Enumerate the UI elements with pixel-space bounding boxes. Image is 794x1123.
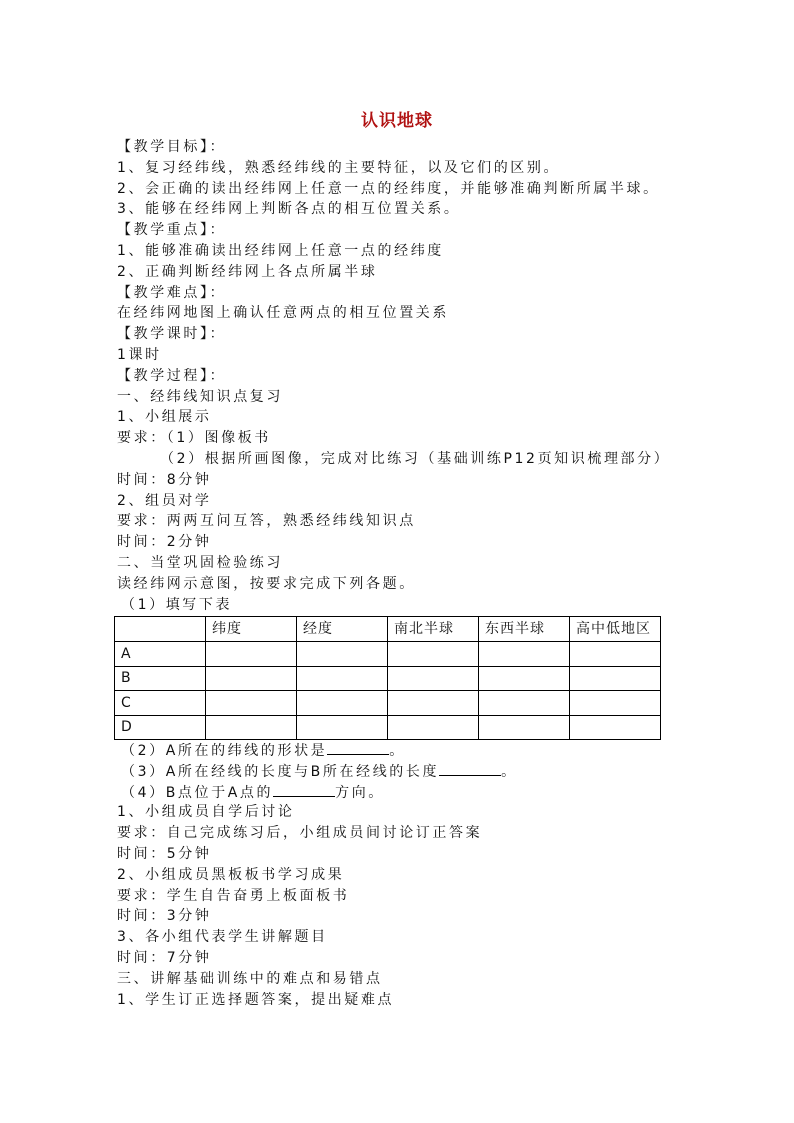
heading-key-points: 【教学重点】： xyxy=(117,222,227,239)
heading-objectives: 【教学目标】： xyxy=(117,139,227,155)
question-3 xyxy=(117,761,518,782)
question-text: （4）B点位于A点的 xyxy=(121,784,274,801)
answer-blank xyxy=(273,782,335,797)
text-line: 1、复习经纬线，熟悉经纬线的主要特征，以及它们的区别。 xyxy=(117,159,561,176)
text-line: 读经纬网示意图，按要求完成下列各题。 xyxy=(117,575,416,592)
heading-class-hours: 【教学课时】： xyxy=(117,326,227,343)
question-text: （2）A所在的纬线的形状是 xyxy=(121,743,328,759)
row-label: B xyxy=(115,666,206,691)
question-text: 方向。 xyxy=(335,784,385,801)
text-line: 1、能够准确读出经纬网上任意一点的经纬度 xyxy=(117,242,444,259)
table-cell xyxy=(388,666,479,691)
table-header-cell xyxy=(115,617,206,642)
table-cell xyxy=(297,715,388,740)
text-line: 时间：5分钟 xyxy=(117,845,212,862)
table-cell xyxy=(388,642,479,667)
text-line: 2、正确判断经纬网上各点所属半球 xyxy=(117,263,378,280)
table-row xyxy=(115,666,661,691)
text-line: 要求：两两互问互答，熟悉经纬线知识点 xyxy=(117,513,416,530)
lesson-plan-body xyxy=(117,137,670,615)
text-line: 3、各小组代表学生讲解题目 xyxy=(117,929,328,946)
row-label: A xyxy=(115,642,206,667)
text-line: （2）根据所画图像，完成对比练习（基础训练P12页知识梳理部分） xyxy=(160,450,671,467)
text-line: 二、当堂巩固检验练习 xyxy=(117,554,283,571)
table-cell xyxy=(206,691,297,716)
table-cell xyxy=(297,642,388,667)
text-line: 时间：2分钟 xyxy=(117,534,212,551)
text-line: 1、学生订正选择题答案，提出疑难点 xyxy=(117,991,395,1008)
table-row xyxy=(115,715,661,740)
table-cell xyxy=(388,715,479,740)
text-line: 时间：7分钟 xyxy=(117,949,212,966)
question-2 xyxy=(117,740,518,761)
lesson-plan-body-continued xyxy=(117,740,518,1010)
text-line: 一、经纬线知识点复习 xyxy=(117,388,283,405)
table-header-cell: 高中低地区 xyxy=(570,617,661,642)
table-cell xyxy=(570,691,661,716)
fill-in-table xyxy=(114,616,661,740)
question-4 xyxy=(117,782,518,803)
heading-process: 【教学过程】： xyxy=(117,367,227,384)
table-cell xyxy=(206,642,297,667)
text-line: 要求：自己完成练习后，小组成员间讨论订正答案 xyxy=(117,825,483,842)
text-line: 时间：8分钟 xyxy=(117,471,212,488)
table-header-cell: 纬度 xyxy=(206,617,297,642)
text-line: 2、会正确的读出经纬网上任意一点的经纬度，并能够准确判断所属半球。 xyxy=(117,180,660,197)
answer-blank xyxy=(327,740,389,755)
table-cell xyxy=(297,691,388,716)
document-title: 认识地球 xyxy=(361,111,433,131)
table-row xyxy=(115,691,661,716)
question-text: 。 xyxy=(501,763,518,780)
table-cell xyxy=(570,715,661,740)
text-line: 1、小组展示 xyxy=(117,409,212,426)
table-row xyxy=(115,642,661,667)
text-line: 2、小组成员黑板板书学习成果 xyxy=(117,866,345,883)
answer-blank xyxy=(439,761,501,776)
table-header-cell: 东西半球 xyxy=(479,617,570,642)
table-header-row xyxy=(115,617,661,642)
text-line: 在经纬网地图上确认任意两点的相互位置关系 xyxy=(117,305,449,322)
table-cell xyxy=(388,691,479,716)
row-label: C xyxy=(115,691,206,716)
table-cell xyxy=(479,715,570,740)
table-header-cell: 经度 xyxy=(297,617,388,642)
table-cell xyxy=(479,642,570,667)
table-header-cell: 南北半球 xyxy=(388,617,479,642)
table-cell xyxy=(570,666,661,691)
table-cell xyxy=(479,666,570,691)
text-line: 时间：3分钟 xyxy=(117,908,212,925)
table-cell xyxy=(206,715,297,740)
text-line: 3、能够在经纬网上判断各点的相互位置关系。 xyxy=(117,201,461,218)
text-line: 要求：（1）图像板书 xyxy=(117,430,271,447)
text-line: 1、小组成员自学后讨论 xyxy=(117,804,295,821)
question-text: 。 xyxy=(389,743,406,759)
question-text: （3）A所在经线的长度与B所在经线的长度 xyxy=(121,763,440,780)
text-line: 1课时 xyxy=(117,346,162,363)
heading-difficulties: 【教学难点】： xyxy=(117,284,227,301)
text-line: 三、讲解基础训练中的难点和易错点 xyxy=(117,970,383,987)
text-line: （1）填写下表 xyxy=(121,596,233,613)
table-cell xyxy=(206,666,297,691)
text-line: 2、组员对学 xyxy=(117,492,212,509)
table-cell xyxy=(479,691,570,716)
row-label: D xyxy=(115,715,206,740)
text-line: 要求：学生自告奋勇上板面板书 xyxy=(117,887,350,904)
table-cell xyxy=(297,666,388,691)
table-cell xyxy=(570,642,661,667)
